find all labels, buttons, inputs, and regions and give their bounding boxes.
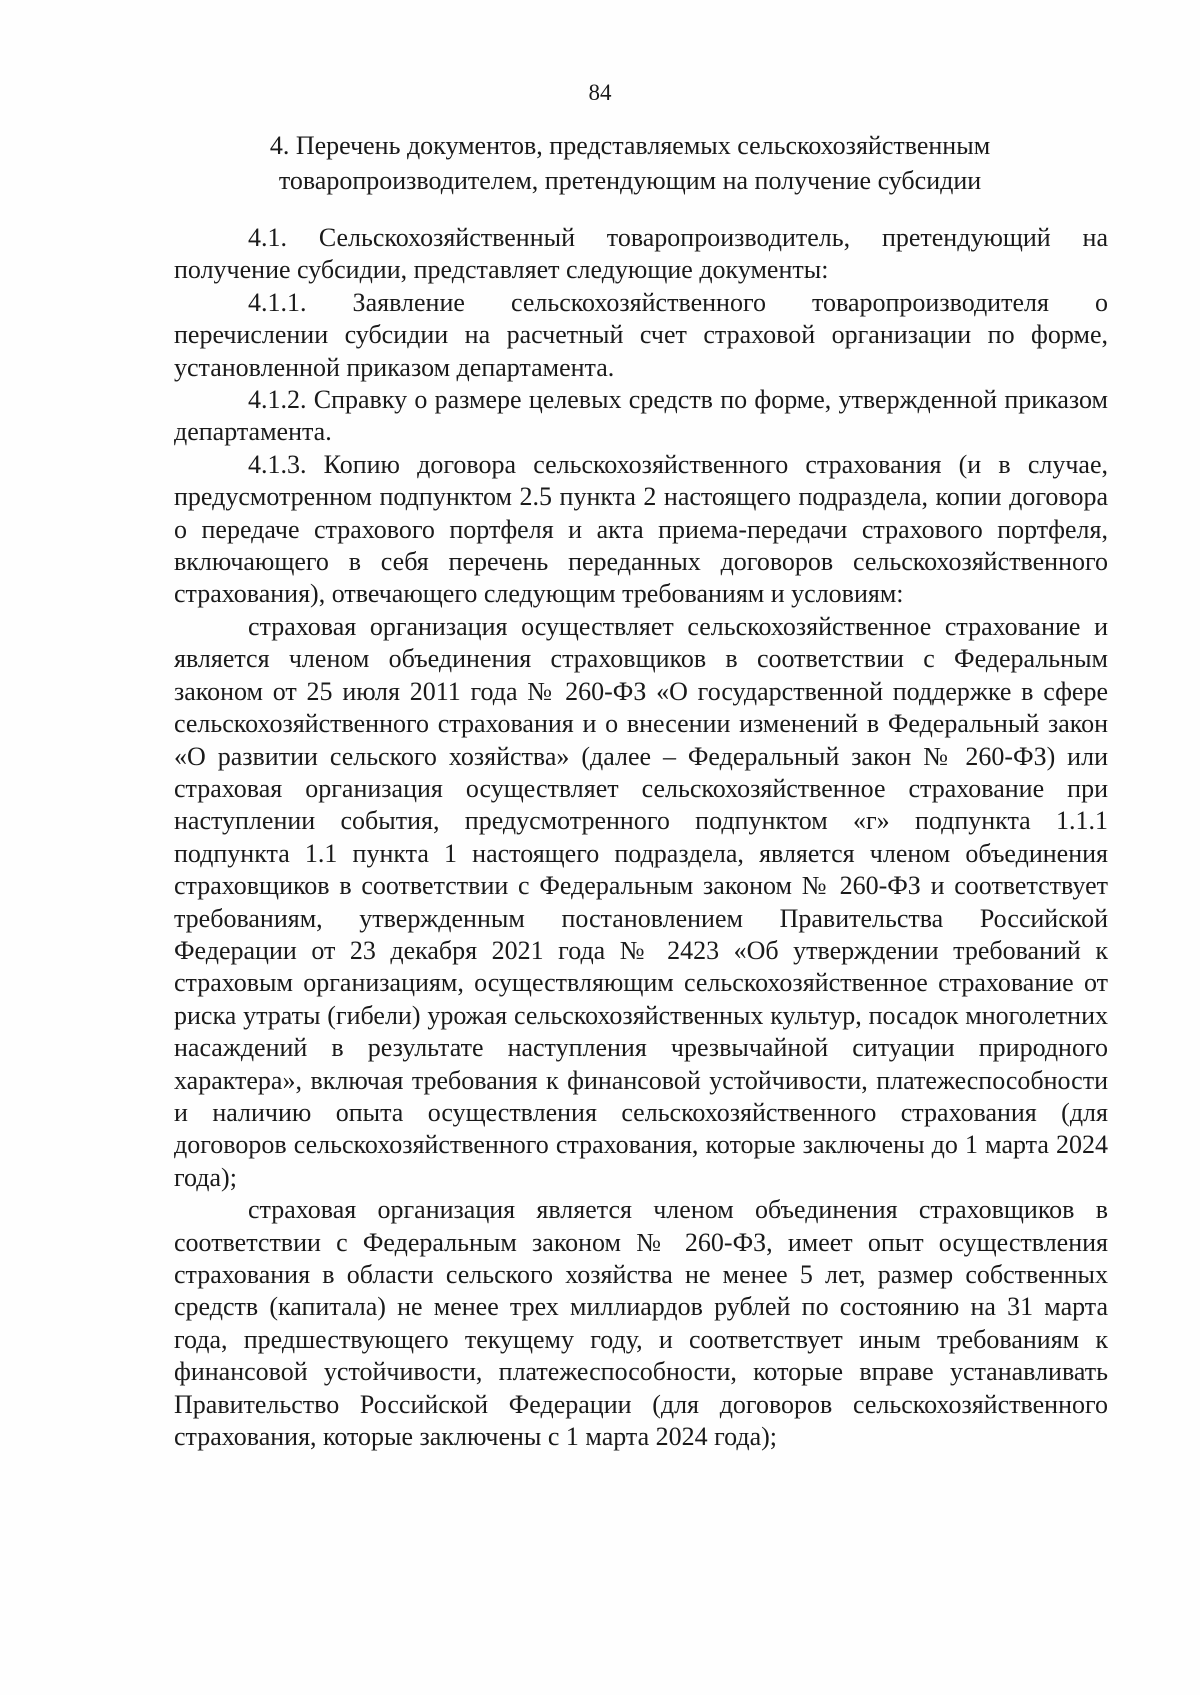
page-number: 84 bbox=[588, 80, 612, 105]
paragraph-requirement-1: страховая организация осуществляет сельскохозяйственное страхование и является членом объединения страховщиков в соответствии с Федеральным законом от 25 июля 2011 года № 260-ФЗ «О государственной поддержке в сфере сельскохозяйственного страхования и о внесении изменений в Федеральный закон «О развитии сельского хозяйства» (далее – Федеральный закон № 260-ФЗ) или страховая организация осуществляет сельскохозяйственное страхование при наступлении события, предусмотренного подпунктом «г» подпункта 1.1.1 подпункта 1.1 пункта 1 настоящего подраздела, является членом объединения страховщиков в соответствии с Федеральным законом № 260-ФЗ и соответствует требованиям, утвержденным постановлением Правительства Российской Федерации от 23 декабря 2021 года № 2423 «Об утверждении требований к страховым организациям, осуществляющим сельскохозяйственное страхование от риска утраты (гибели) урожая сельскохозяйственных культур, посадок многолетних насаждений в результате наступления чрезвычайной ситуации природного характера», включая требования к финансовой устойчивости, платежеспособности и наличию опыта осуществления сельскохозяйственного страхования (для договоров сельскохозяйственного страхования, которые заключены до 1 марта 2024 года); bbox=[174, 611, 1108, 1192]
paragraph-4-1: 4.1. Сельскохозяйственный товаропроизводитель, претендующий на получение субсидии, представляет следующие документы: bbox=[174, 223, 1108, 285]
paragraph-4-1-3: 4.1.3. Копию договора сельскохозяйственного страхования (и в случае, предусмотренном подпунктом 2.5 пункта 2 настоящего подраздела, копии договора о передаче страхового портфеля и акта приема-передачи страхового портфеля, включающего в себя перечень переданных договоров сельскохозяйственного страхования), отвечающего следующим требованиям и условиям: bbox=[174, 449, 1108, 609]
section-heading-line-2: товаропроизводителем, претендующим на получение субсидии bbox=[278, 166, 982, 195]
document-body bbox=[174, 222, 1108, 1453]
paragraph-4-1-2: 4.1.2. Справку о размере целевых средств по форме, утвержденной приказом департамента. bbox=[174, 385, 1108, 447]
section-heading bbox=[230, 128, 1030, 198]
section-heading-line-1: 4. Перечень документов, представляемых сельскохозяйственным bbox=[269, 131, 991, 160]
paragraph-4-1-1: 4.1.1. Заявление сельскохозяйственного товаропроизводителя о перечислении субсидии на расчетный счет страховой организации по форме, установленной приказом департамента. bbox=[174, 287, 1108, 382]
paragraph-requirement-2: страховая организация является членом объединения страховщиков в соответствии с Федеральным законом № 260-ФЗ, имеет опыт осуществления страхования в области сельского хозяйства не менее 5 лет, размер собственных средств (капитала) не менее трех миллиардов рублей по состоянию на 31 марта года, предшествующего текущему году, и соответствует иным требованиям к финансовой устойчивости, платежеспособности, которые вправе устанавливать Правительство Российской Федерации (для договоров сельскохозяйственного страхования, которые заключены с 1 марта 2024 года); bbox=[174, 1195, 1108, 1452]
